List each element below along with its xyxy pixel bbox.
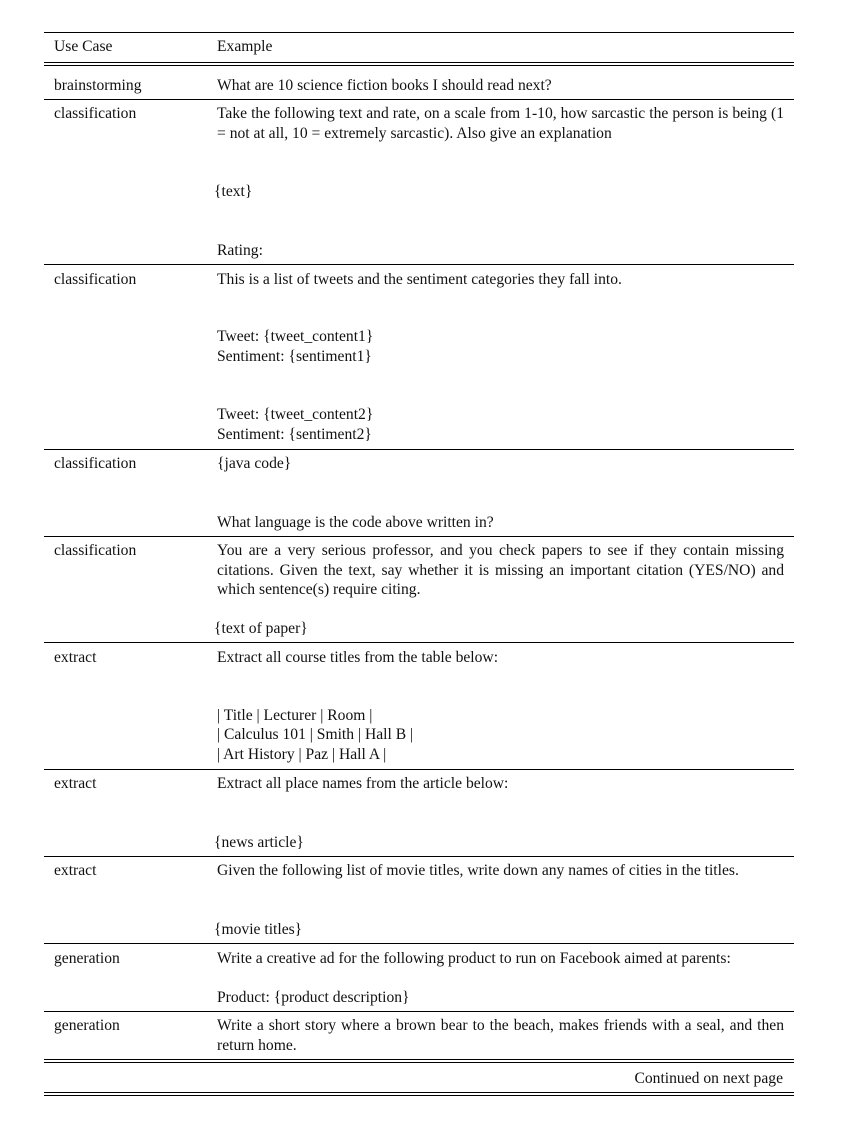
header-double-rule-top <box>44 62 794 63</box>
example-line: {news article} <box>214 834 304 851</box>
example-line: {text of paper} <box>214 620 308 637</box>
row-rule <box>44 642 794 643</box>
example-line: Product: {product description} <box>217 989 410 1006</box>
use-case-cell: classification <box>54 455 137 472</box>
use-case-cell: extract <box>54 649 97 666</box>
row-rule <box>44 1011 794 1012</box>
example-line: This is a list of tweets and the sentiment categories they fall into. <box>217 271 622 288</box>
example-line: What are 10 science fiction books I should read next? <box>217 77 552 94</box>
row-rule <box>44 943 794 944</box>
continued-note: Continued on next page <box>634 1070 783 1087</box>
use-case-cell: generation <box>54 1017 120 1034</box>
example-line: {java code} <box>217 455 292 472</box>
row-rule <box>44 769 794 770</box>
table-top-rule <box>44 32 794 33</box>
use-case-cell: classification <box>54 105 137 122</box>
example-line: Tweet: {tweet_content2} <box>217 406 374 423</box>
header-double-rule-bottom <box>44 65 794 66</box>
page-bottom-double-rule-bottom <box>44 1095 794 1096</box>
use-case-cell: classification <box>54 271 137 288</box>
example-line: Sentiment: {sentiment2} <box>217 426 372 443</box>
example-paragraph: Given the following list of movie titles, write down any names of cities in the titles. <box>217 862 739 879</box>
example-line: Extract all course titles from the table below: <box>217 649 499 666</box>
example-line: {text} <box>214 183 253 200</box>
use-case-cell: generation <box>54 950 120 967</box>
page-bottom-double-rule-top <box>44 1092 794 1093</box>
example-line: Sentiment: {sentiment1} <box>217 348 372 365</box>
example-line: What language is the code above written in? <box>217 514 494 531</box>
table-bottom-double-rule-top <box>44 1059 794 1060</box>
column-header-use-case: Use Case <box>54 38 113 55</box>
example-line: Rating: <box>217 242 263 259</box>
example-line: | Title | Lecturer | Room | <box>217 707 373 724</box>
example-line: Extract all place names from the article below: <box>217 775 509 792</box>
row-rule <box>44 449 794 450</box>
row-rule <box>44 99 794 100</box>
row-rule <box>44 856 794 857</box>
example-paragraph: Take the following text and rate, on a scale from 1-10, how sarcastic the person is being (1 = not at all, 10 = extremely sarcastic). Also give an explanation <box>217 105 784 142</box>
example-paragraph: You are a very serious professor, and you check papers to see if they contain missing citations. Given the text, say whether it is missing an important citation (YES/NO) and which sentence(s) require citing. <box>217 542 784 599</box>
example-paragraph: Write a short story where a brown bear to the beach, makes friends with a seal, and then return home. <box>217 1017 784 1054</box>
use-case-cell: brainstorming <box>54 77 142 94</box>
example-line: Write a creative ad for the following product to run on Facebook aimed at parents: <box>217 950 731 967</box>
row-rule <box>44 264 794 265</box>
use-case-cell: extract <box>54 862 97 879</box>
use-case-cell: classification <box>54 542 137 559</box>
table-bottom-double-rule-bottom <box>44 1062 794 1063</box>
example-line: | Art History | Paz | Hall A | <box>217 746 387 763</box>
row-rule <box>44 536 794 537</box>
use-case-cell: extract <box>54 775 97 792</box>
example-line: | Calculus 101 | Smith | Hall B | <box>217 726 414 743</box>
example-line: Tweet: {tweet_content1} <box>217 328 374 345</box>
column-header-example: Example <box>217 38 273 55</box>
example-line: {movie titles} <box>214 921 303 938</box>
